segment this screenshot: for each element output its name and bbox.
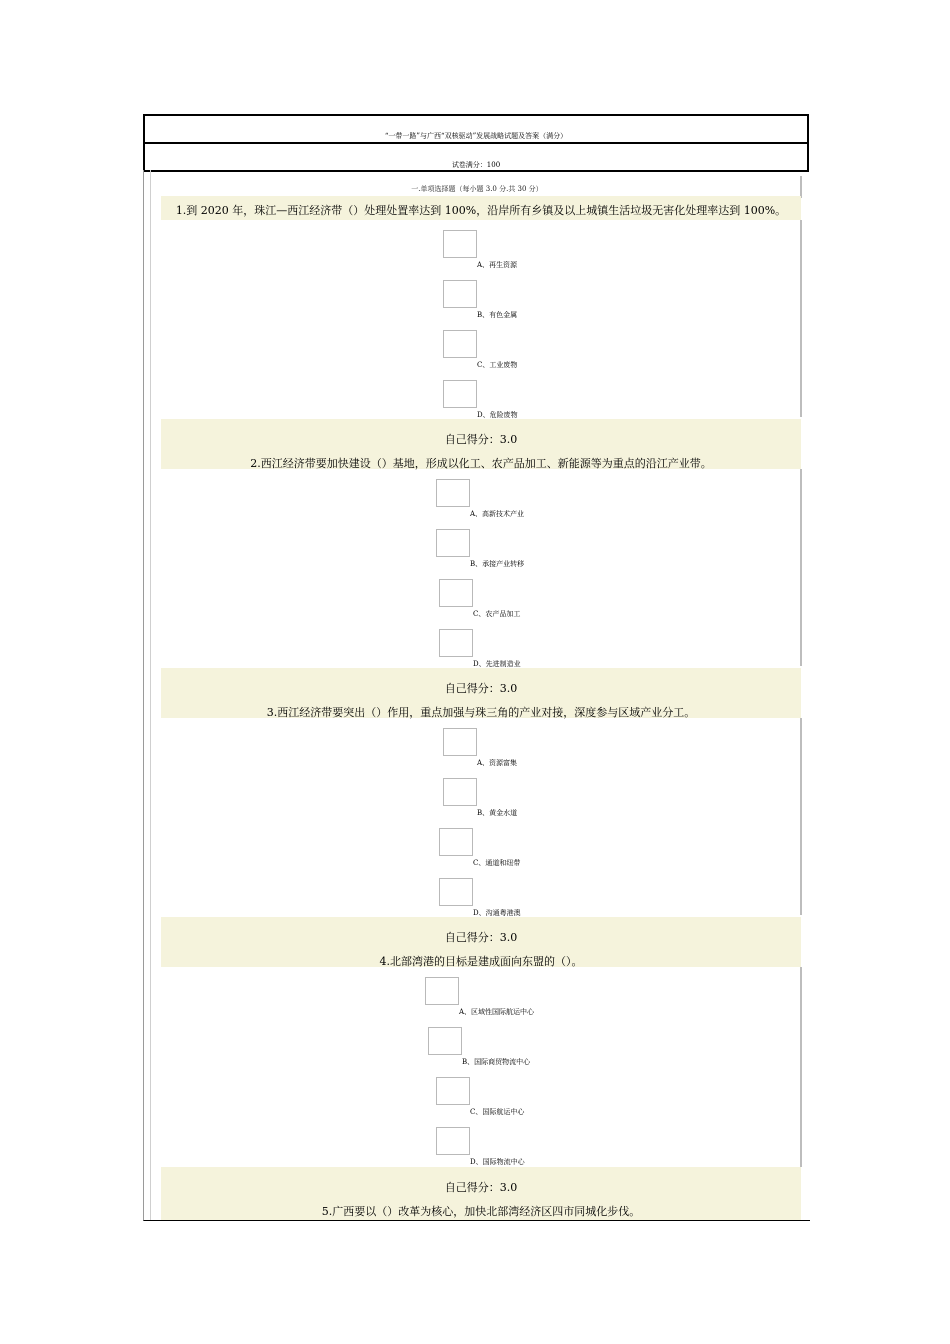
option-label: D、沟通粤港澳	[473, 909, 521, 917]
answer-checkbox[interactable]	[436, 479, 470, 507]
option-label: B、黄金水道	[477, 809, 518, 817]
self-score: 自己得分：3.0	[444, 1181, 518, 1194]
option-label: B、国际商贸物流中心	[462, 1058, 531, 1066]
section-heading: 一.单项选择题（每小题 3.0 分.共 30 分）	[411, 185, 543, 193]
panel-right-rule	[800, 967, 802, 1167]
answer-checkbox[interactable]	[443, 280, 477, 308]
total-score: 试卷满分：100	[451, 161, 501, 169]
question-text: 3.西江经济带要突出（）作用，重点加强与珠三角的产业对接，深度参与区域产业分工。	[266, 706, 696, 719]
option-label: C、农产品加工	[473, 610, 521, 618]
answer-checkbox[interactable]	[436, 1077, 470, 1105]
panel-inner-border	[150, 170, 151, 1220]
answer-checkbox[interactable]	[436, 529, 470, 557]
option-label: B、有色金属	[477, 311, 518, 319]
question-4	[161, 917, 801, 967]
option-label: D、先进制造业	[473, 660, 521, 668]
question-3	[161, 668, 801, 718]
exam-title-box	[143, 114, 809, 144]
answer-checkbox[interactable]	[443, 778, 477, 806]
total-score-box	[143, 142, 809, 172]
option-label: B、承接产业转移	[470, 560, 525, 568]
answer-checkbox[interactable]	[439, 878, 473, 906]
question-1	[161, 196, 801, 220]
answer-checkbox[interactable]	[443, 230, 477, 258]
answer-checkbox[interactable]	[428, 1027, 462, 1055]
answer-checkbox[interactable]	[439, 629, 473, 657]
question-text: 5.广西要以（）改革为核心，加快北部湾经济区四市同城化步伐。	[321, 1205, 641, 1218]
option-label: A、区域性国际航运中心	[459, 1008, 535, 1016]
option-label: C、通道和纽带	[473, 859, 521, 867]
answer-checkbox[interactable]	[443, 380, 477, 408]
self-score: 自己得分：3.0	[444, 931, 518, 944]
answer-checkbox[interactable]	[443, 728, 477, 756]
answer-checkbox[interactable]	[439, 828, 473, 856]
question-2	[161, 419, 801, 469]
question-text: 4.北部湾港的目标是建成面向东盟的（）。	[379, 955, 583, 968]
question-panel	[143, 170, 810, 1221]
panel-right-rule	[800, 176, 802, 198]
option-label: A、高新技术产业	[470, 510, 525, 518]
answer-checkbox[interactable]	[443, 330, 477, 358]
question-text: 1.到 2020 年，珠江—西江经济带（）处理处置率达到 100%，沿岸所有乡镇及以上城镇生活垃圾无害化处理率达到 100%。	[175, 204, 787, 217]
option-label: A、再生资源	[477, 261, 518, 269]
option-label: A、资源富集	[477, 759, 518, 767]
exam-title: “一带一路”与广西“双核驱动”发展战略试题及答案（满分）	[384, 132, 568, 140]
answer-checkbox[interactable]	[439, 579, 473, 607]
panel-right-rule	[800, 469, 802, 666]
self-score: 自己得分：3.0	[444, 682, 518, 695]
panel-right-rule	[800, 220, 802, 417]
self-score: 自己得分：3.0	[444, 433, 518, 446]
answer-checkbox[interactable]	[425, 977, 459, 1005]
option-label: C、工业废物	[477, 361, 518, 369]
question-text: 2.西江经济带要加快建设（）基地，形成以化工、农产品加工、新能源等为重点的沿江产业带。	[250, 457, 712, 470]
panel-right-rule	[800, 718, 802, 915]
option-label: D、危险废物	[477, 411, 518, 419]
question-5	[161, 1167, 801, 1220]
option-label: C、国际航运中心	[470, 1108, 525, 1116]
exam-document	[143, 114, 809, 1220]
option-label: D、国际物流中心	[470, 1158, 525, 1166]
answer-checkbox[interactable]	[436, 1127, 470, 1155]
